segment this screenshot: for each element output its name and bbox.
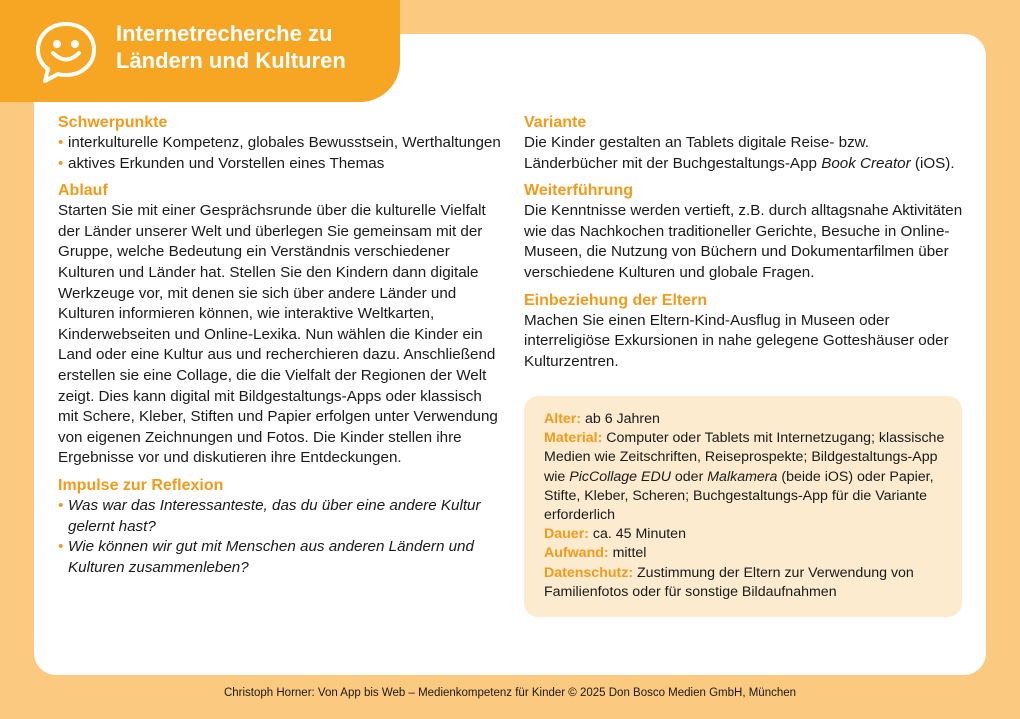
impulse-list [58,496,503,578]
list-item: • interkulturelle Kompetenz, globales Bewusstsein, Werthaltungen [58,133,503,154]
section-schwerpunkte [58,113,503,174]
eltern-text: Machen Sie einen Eltern-Kind-Ausflug in Museen oder interreligiöse Exkursionen in nahe gelegene Gotteshäuser oder Kulturzentren. [524,311,949,370]
schwerpunkte-list [58,133,503,174]
variante-text-after: (iOS). [910,154,955,172]
dauer-value: ca. 45 Minuten [588,526,686,543]
alter-label: Alter: [544,411,582,427]
heading-weiterfuehrung: Weiterführung [524,182,634,200]
material-app-2: Malkamera [707,468,778,485]
heading-eltern: Einbeziehung der Eltern [524,291,708,309]
material-label: Material: [544,430,603,447]
variante-text-before: Die Kinder gestalten an Tablets digitale Reise- bzw. Länderbücher mit der Buchgestaltungs-App [524,134,870,172]
section-eltern [524,291,964,373]
title-line-2: Ländern und Kulturen [116,48,346,73]
material-value-3: (beide iOS) oder Papier, Stifte, Kleber, Scheren; Buchgestaltungs-App für die Variante erforderlich [544,468,934,524]
heading-impulse: Impulse zur Reflexion [58,476,224,494]
info-box [524,396,962,617]
info-aufwand [544,544,949,563]
header-tab [0,0,400,102]
material-app-1: PicCollage EDU [569,468,671,485]
info-alter [544,410,949,429]
dauer-label: Dauer: [544,526,589,543]
aufwand-label: Aufwand: [544,545,609,562]
alter-value: ab 6 Jahren [581,411,660,427]
section-impulse [58,476,503,578]
variante-app-name: Book Creator [821,154,911,172]
ablauf-text: Starten Sie mit einer Gesprächsrunde über die kulturelle Vielfalt der Länder unserer Welt und überlegen Sie gemeinsam mit der Gruppe, welche Bedeutung ein Verständnis verschiedener Kulturen und Länder hat. Stellen Sie den Kindern dann digitale Werkzeuge vor, mit denen sie sich über andere Länder und Kulturen informieren können, wie interaktive Weltkarten, Kinderwebseiten und Online-Lexika. Nun wählen die Kinder ein Land oder eine Kultur aus und recherchieren dazu. Anschließend erstellen sie eine Collage, die die Vielfalt der Regionen der Welt zeigt. Dies kann digital mit Bildgestaltungs-Apps oder klassisch mit Schere, Kleber, Stiften und Papier erfolgen unter Verwendung von eigenen Zeichnungen und Fotos. Die Kinder stellen ihre Ergebnisse vor und diskutieren ihre Entdeckungen. [58,202,498,467]
right-column [524,113,964,379]
datenschutz-label: Datenschutz: [544,564,634,581]
list-item: • aktives Erkunden und Vorstellen eines Themas [58,154,503,175]
list-item: • Was war das Interessanteste, das du über eine andere Kultur gelernt hast? [58,496,503,537]
weiterfuehrung-text: Die Kenntnisse werden vertieft, z.B. durch alltagsnahe Aktivitäten wie das Nachkochen traditioneller Gerichte, Besuche in Online-Museen, die Nutzung von Büchern und Dokumentarfilmen über verschiedene Kulturen und globale Fragen. [524,202,963,281]
title-line-1: Internetrecherche zu [116,21,333,46]
section-weiterfuehrung [524,181,964,283]
list-item: • Wie können wir gut mit Menschen aus anderen Ländern und Kulturen zusammenleben? [58,537,503,578]
aufwand-value: mittel [608,545,647,562]
material-value-2: oder [670,468,708,485]
info-box-content [544,410,949,602]
page-title [116,20,346,74]
smiley-speech-bubble-icon [34,20,98,84]
section-variante [524,113,964,174]
info-datenschutz [544,564,949,602]
left-column [58,113,503,585]
info-dauer [544,525,949,544]
variante-text [524,133,964,174]
datenschutz-value: Zustimmung der Eltern zur Verwendung von Familienfotos oder für sonstige Bildaufnahmen [544,564,914,600]
section-ablauf [58,181,503,469]
heading-ablauf: Ablauf [58,182,108,200]
material-value-1: Computer oder Tablets mit Internetzugang; klassische Medien wie Zeitschriften, Reiseprospekte; Bildgestaltungs-App wie [544,430,945,485]
heading-variante: Variante [524,114,587,131]
info-material [544,429,949,525]
heading-schwerpunkte: Schwerpunkte [58,114,168,131]
footer-copyright: Christoph Horner: Von App bis Web – Medienkompetenz für Kinder © 2025 Don Bosco Medien GmbH, München [223,687,797,699]
